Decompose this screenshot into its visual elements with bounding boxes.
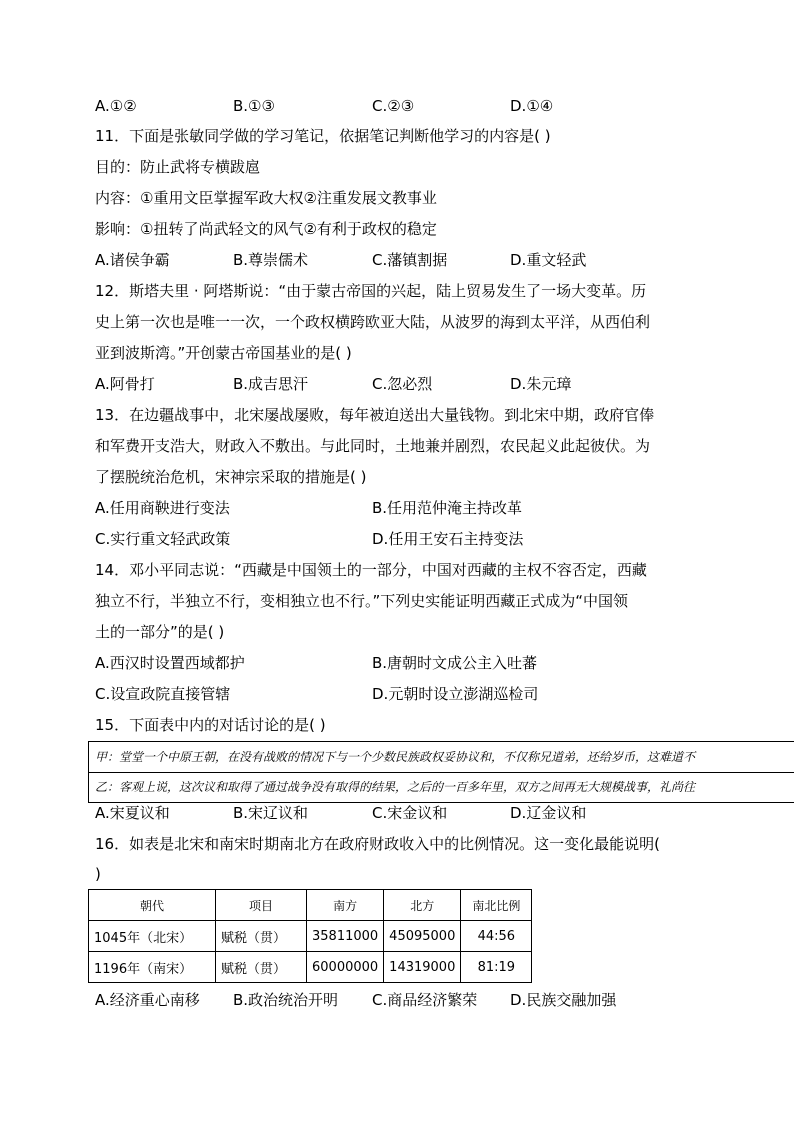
- cell-item: 赋税（贯）: [216, 952, 307, 983]
- q14-option-c[interactable]: C.设宣政院直接管辖: [95, 685, 231, 703]
- q10-option-c[interactable]: C.②③: [372, 97, 415, 115]
- q10-option-b[interactable]: B.①③: [233, 97, 275, 115]
- q12-option-b[interactable]: B.成吉思汗: [233, 375, 309, 393]
- cell-south: 35811000: [307, 921, 384, 952]
- col-header-ratio: 南北比例: [461, 890, 532, 921]
- q15-option-b[interactable]: B.宋辽议和: [233, 804, 309, 822]
- q12-stem-line-2: 史上第一次也是唯一一次，一个政权横跨欧亚大陆，从波罗的海到太平洋，从西伯利: [95, 313, 651, 331]
- q15-dialog-divider: [89, 772, 794, 773]
- q14-stem-line-2: 独立不行，半独立不行，变相独立也不行。”下列史实能证明西藏正式成为“中国领: [95, 592, 629, 610]
- q11-stem: 11．下面是张敏同学做的学习笔记，依据笔记判断他学习的内容是( ): [95, 127, 551, 145]
- q13-option-c[interactable]: C.实行重文轻武政策: [95, 530, 231, 548]
- q13-stem-line-3: 了摆脱统治危机，宋神宗采取的措施是( ): [95, 468, 367, 486]
- q11-note-impact: 影响：①扭转了尚武轻文的风气②有利于政权的稳定: [95, 220, 437, 238]
- cell-item: 赋税（贯）: [216, 921, 307, 952]
- q12-option-d[interactable]: D.朱元璋: [510, 375, 572, 393]
- col-header-item: 项目: [216, 890, 307, 921]
- q15-dialog-yi: 乙：客观上说，这次议和取得了通过战争没有取得的结果，之后的一百多年里，双方之间再无大规模战事，礼尚往: [95, 780, 696, 794]
- q14-stem-line-3: 土的一部分”的是( ): [95, 623, 225, 641]
- cell-ratio: 81:19: [461, 952, 532, 983]
- q12-option-a[interactable]: A.阿骨打: [95, 375, 155, 393]
- q13-option-b[interactable]: B.任用范仲淹主持改革: [372, 499, 523, 517]
- q11-option-c[interactable]: C.藩镇割据: [372, 251, 448, 269]
- q13-option-d[interactable]: D.任用王安石主持变法: [372, 530, 524, 548]
- cell-dynasty: 1196年（南宋）: [89, 952, 216, 983]
- q16-stem-line-1: 16．如表是北宋和南宋时期南北方在政府财政收入中的比例情况。这一变化最能说明(: [95, 835, 660, 853]
- q16-option-d[interactable]: D.民族交融加强: [510, 991, 617, 1009]
- table-row: [89, 921, 532, 952]
- q13-option-a[interactable]: A.任用商鞅进行变法: [95, 499, 230, 517]
- table-header-row: [89, 890, 532, 921]
- q15-dialog-jia: 甲：堂堂一个中原王朝，在没有战败的情况下与一个少数民族政权妥协议和，不仅称兄道弟，还给岁币，这难道不: [95, 750, 696, 764]
- q16-option-c[interactable]: C.商品经济繁荣: [372, 991, 478, 1009]
- q14-option-b[interactable]: B.唐朝时文成公主入吐蕃: [372, 654, 538, 672]
- q11-option-a[interactable]: A.诸侯争霸: [95, 251, 170, 269]
- cell-ratio: 44:56: [461, 921, 532, 952]
- q12-stem-line-1: 12．斯塔夫里 · 阿塔斯说：“由于蒙古帝国的兴起，陆上贸易发生了一场大变革。历: [95, 282, 647, 300]
- q12-option-c[interactable]: C.忽必烈: [372, 375, 433, 393]
- q14-stem-line-1: 14．邓小平同志说：“西藏是中国领土的一部分，中国对西藏的主权不容否定，西藏: [95, 561, 647, 579]
- col-header-south: 南方: [307, 890, 384, 921]
- q15-stem: 15．下面表中内的对话讨论的是( ): [95, 716, 326, 734]
- q13-stem-line-1: 13．在边疆战事中，北宋屡战屡败，每年被迫送出大量钱物。到北宋中期，政府官俸: [95, 406, 655, 424]
- q11-option-b[interactable]: B.尊崇儒术: [233, 251, 309, 269]
- col-header-north: 北方: [384, 890, 461, 921]
- cell-north: 14319000: [384, 952, 461, 983]
- q15-option-c[interactable]: C.宋金议和: [372, 804, 448, 822]
- q15-dialog-box: [88, 741, 794, 803]
- q14-option-d[interactable]: D.元朝时设立澎湖巡检司: [372, 685, 539, 703]
- q12-stem-line-3: 亚到波斯湾。”开创蒙古帝国基业的是( ): [95, 344, 352, 362]
- q16-option-a[interactable]: A.经济重心南移: [95, 991, 200, 1009]
- cell-south: 60000000: [307, 952, 384, 983]
- q10-option-a[interactable]: A.①②: [95, 97, 137, 115]
- q15-option-a[interactable]: A.宋夏议和: [95, 804, 170, 822]
- cell-dynasty: 1045年（北宋）: [89, 921, 216, 952]
- q16-option-b[interactable]: B.政治统治开明: [233, 991, 339, 1009]
- cell-north: 45095000: [384, 921, 461, 952]
- q13-stem-line-2: 和军费开支浩大，财政入不敷出。与此同时，土地兼并剧烈，农民起义此起彼伏。为: [95, 437, 651, 455]
- q11-note-purpose: 目的：防止武将专横跋扈: [95, 158, 261, 176]
- q11-option-d[interactable]: D.重文轻武: [510, 251, 587, 269]
- q10-option-d[interactable]: D.①④: [510, 97, 554, 115]
- q16-data-table: [88, 889, 532, 983]
- q14-option-a[interactable]: A.西汉时设置西域都护: [95, 654, 245, 672]
- table-row: [89, 952, 532, 983]
- q11-note-content: 内容：①重用文臣掌握军政大权②注重发展文教事业: [95, 189, 437, 207]
- col-header-dynasty: 朝代: [89, 890, 216, 921]
- q16-stem-line-2: ): [95, 865, 101, 883]
- q15-option-d[interactable]: D.辽金议和: [510, 804, 587, 822]
